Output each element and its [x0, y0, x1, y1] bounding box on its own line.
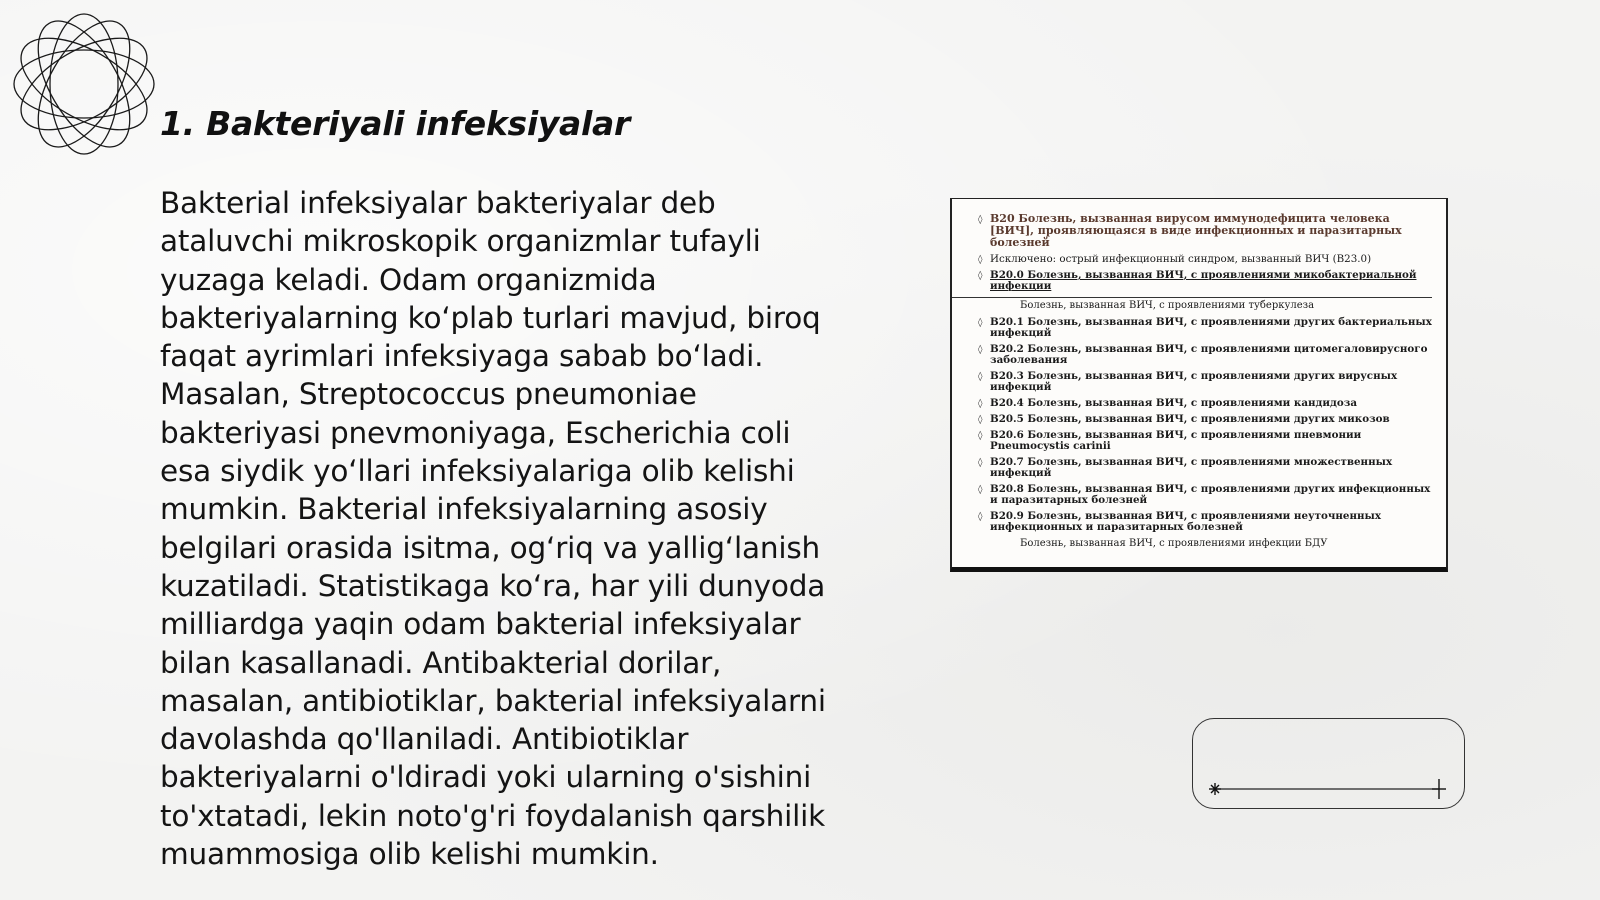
document-list-item — [978, 457, 1432, 479]
document-list — [952, 199, 1446, 549]
bullet-icon: ◊ — [978, 415, 983, 425]
document-list-item-text: B20.6 Болезнь, вызванная ВИЧ, с проявлениями пневмонии Pneumocystis carinii — [990, 429, 1362, 452]
document-image — [950, 198, 1448, 572]
document-list-item-text: Болезнь, вызванная ВИЧ, с проявлениями инфекции БДУ — [1020, 538, 1328, 549]
document-list-item — [952, 297, 1432, 311]
star-icon — [1432, 779, 1446, 799]
document-list-item-text: B20.7 Болезнь, вызванная ВИЧ, с проявлениями множественных инфекций — [990, 456, 1393, 479]
document-list-item-text: Исключено: острый инфекционный синдром, вызванный ВИЧ (B23.0) — [990, 253, 1372, 265]
document-list-item — [978, 414, 1432, 425]
document-list-item — [978, 344, 1432, 366]
document-list-item — [978, 511, 1432, 533]
document-list-item-text: B20.5 Болезнь, вызванная ВИЧ, с проявлениями других микозов — [990, 413, 1390, 425]
bullet-icon: ◊ — [978, 215, 983, 225]
bullet-icon: ◊ — [978, 345, 983, 355]
bullet-icon: ◊ — [978, 372, 983, 382]
document-list-item — [978, 430, 1432, 452]
circular-knot-logo — [8, 8, 160, 160]
bullet-icon: ◊ — [978, 485, 983, 495]
decorative-line — [1205, 778, 1447, 800]
document-list-item-text: Болезнь, вызванная ВИЧ, с проявлениями туберкулеза — [1020, 300, 1315, 311]
sparkle-icon — [1209, 783, 1221, 795]
document-list-item-text: B20.4 Болезнь, вызванная ВИЧ, с проявлениями кандидоза — [990, 397, 1358, 409]
document-list-item-text: B20.1 Болезнь, вызванная ВИЧ, с проявлениями других бактериальных инфекций — [990, 316, 1432, 339]
bullet-icon: ◊ — [978, 318, 983, 328]
document-list-item-text: B20.9 Болезнь, вызванная ВИЧ, с проявлениями неуточненных инфекционных и паразитарных болезней — [990, 510, 1381, 533]
document-list-item — [978, 254, 1432, 265]
document-list-item-text: B20.8 Болезнь, вызванная ВИЧ, с проявлениями других инфекционных и паразитарных болезней — [990, 483, 1431, 506]
document-list-item-text: B20.3 Болезнь, вызванная ВИЧ, с проявлениями других вирусных инфекций — [990, 370, 1398, 393]
bullet-icon: ◊ — [978, 399, 983, 409]
document-list-item-text: B20.0 Болезнь, вызванная ВИЧ, с проявлениями микобактериальной инфекции — [990, 269, 1417, 292]
document-list-item — [978, 213, 1432, 249]
document-list-item — [978, 270, 1432, 292]
document-list-item — [978, 398, 1432, 409]
bullet-icon: ◊ — [978, 271, 983, 281]
bullet-icon: ◊ — [978, 431, 983, 441]
bullet-icon: ◊ — [978, 255, 983, 265]
document-list-item — [978, 484, 1432, 506]
document-list-item-text: B20 Болезнь, вызванная вирусом иммунодефицита человека [ВИЧ], проявляющаяся в виде инфекционных и паразитарных болезней — [990, 212, 1402, 249]
document-list-item-text: B20.2 Болезнь, вызванная ВИЧ, с проявлениями цитомегаловирусного заболевания — [990, 343, 1428, 366]
bullet-icon: ◊ — [978, 458, 983, 468]
document-list-item — [978, 371, 1432, 393]
document-list-item — [978, 317, 1432, 339]
slide-body-text: Bakterial infeksiyalar bakteriyalar deb ataluvchi mikroskopik organizmlar tufayli yuzaga keladi. Odam organizmida bakteriyalarning ko‘plab turlari mavjud, biroq faqat ayrimlari infeksiyaga sabab bo‘ladi. Masalan, Streptococcus pneumoniae bakteriyasi pnevmoniyaga, Escherichia coli esa siydik yo‘llari infeksiyalariga olib kelishi mumkin. Bakterial infeksiyalarning asosiy belgilari orasida isitma, og‘riq va yallig‘lanish kuzatiladi. Statistikaga ko‘ra, har yili dunyoda milliardga yaqin odam bakterial infeksiyalar bilan kasallanadi. Antibakterial dorilar, masalan, antibiotiklar, bakterial infeksiyalarni davolashda qo'llaniladi. Antibiotiklar bakteriyalarni o'ldiradi yoki ularning o'sishini to'xtatadi, lekin noto'g'ri foydalanish qarshilik muammosiga olib kelishi mumkin. — [160, 186, 826, 872]
document-list-item — [978, 538, 1432, 549]
slide-title: 1. Bakteriyali infeksiyalar — [160, 104, 630, 143]
bullet-icon: ◊ — [978, 512, 983, 522]
